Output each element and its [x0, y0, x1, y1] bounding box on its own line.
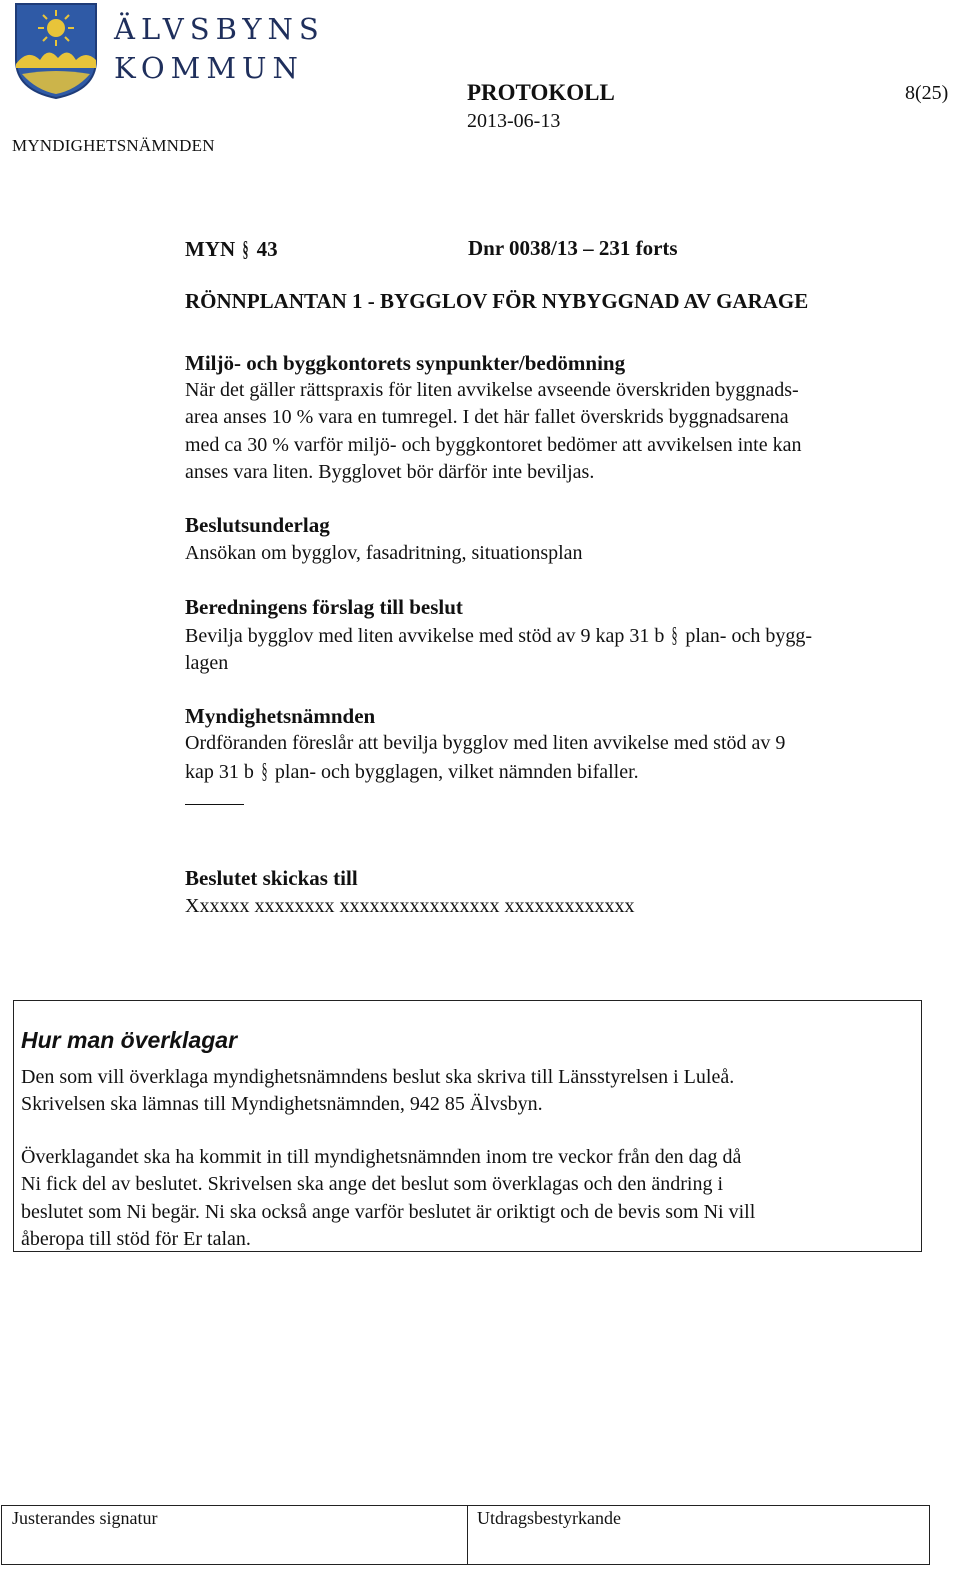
municipality-name	[114, 10, 325, 88]
text-line: Ordföranden föreslår att bevilja bygglov med liten avvikelse med stöd av 9	[185, 732, 786, 754]
text-line: Ni fick del av beslutet. Skrivelsen ska ange det beslut som överklagas och den ändring i	[21, 1173, 724, 1196]
case-number-value: 43	[256, 237, 278, 261]
proposal-heading: Beredningens förslag till beslut	[185, 595, 463, 619]
recipients-heading: Beslutet skickas till	[185, 866, 358, 890]
extract-certification-field: Utdragsbestyrkande	[477, 1508, 621, 1528]
assessment-heading: Miljö- och byggkontorets synpunkter/bedömning	[185, 351, 626, 375]
appeal-heading: Hur man överklagar	[21, 1027, 238, 1053]
logo-line-1: ÄLVSBYNS	[114, 12, 325, 46]
recipients-text: Xxxxxx xxxxxxxx xxxxxxxxxxxxxxxx xxxxxxxxxxxxx	[185, 895, 635, 917]
text-segment: kap 31 b	[185, 761, 254, 784]
text-segment: Bevilja bygglov med liten avvikelse med stöd av 9 kap 31 b	[185, 625, 665, 647]
text-segment: plan- och bygglagen, vilket nämnden bifaller.	[274, 761, 639, 784]
case-paragraph-number	[185, 236, 278, 262]
text-line: Den som vill överklaga myndighetsnämndens beslut ska skriva till Länsstyrelsen i Luleå.	[21, 1066, 735, 1088]
decision-basis-text: Ansökan om bygglov, fasadritning, situationsplan	[185, 542, 583, 564]
document-type: PROTOKOLL	[467, 80, 615, 105]
text-line: När det gäller rättspraxis för liten avvikelse avseende överskriden byggnads-	[185, 379, 799, 401]
adjuster-signature-field: Justerandes signatur	[12, 1508, 158, 1528]
text-line: Överklagandet ska ha kommit in till myndighetsnämnden inom tre veckor från den dag då	[21, 1146, 742, 1168]
section-divider	[185, 804, 244, 805]
assessment-text	[185, 377, 915, 486]
section-sign-icon: §	[671, 622, 678, 647]
diary-number: Dnr 0038/13 – 231 forts	[468, 236, 678, 260]
signature-table-divider	[467, 1505, 468, 1565]
appeal-paragraph-2	[21, 1144, 911, 1253]
text-line: Skrivelsen ska lämnas till Myndighetsnämnden, 942 85 Älvsbyn.	[21, 1093, 543, 1116]
section-sign-icon: §	[261, 758, 268, 784]
text-line: beslutet som Ni begär. Ni ska också ange varför beslutet är oriktigt och de bevis som Ni vill	[21, 1200, 756, 1223]
decision-basis-heading: Beslutsunderlag	[185, 513, 330, 537]
municipality-coat-of-arms	[14, 2, 98, 100]
text-line: area anses 10 % vara en tumregel. I det här fallet överskrids byggnadsarena	[185, 406, 789, 429]
text-line: åberopa till stöd för Er talan.	[21, 1227, 251, 1250]
text-line	[185, 621, 915, 650]
text-line: med ca 30 % varför miljö- och byggkontoret bedömer att avvikelsen inte kan	[185, 433, 802, 456]
case-prefix: MYN	[185, 237, 236, 261]
department-name: MYNDIGHETSNÄMNDEN	[12, 136, 215, 155]
page-number: 8(25)	[905, 82, 949, 104]
text-line: lagen	[185, 652, 229, 675]
appeal-paragraph-1	[21, 1064, 911, 1119]
section-sign-icon: §	[242, 236, 249, 261]
board-heading: Myndighetsnämnden	[185, 704, 376, 728]
case-title: RÖNNPLANTAN 1 - BYGGLOV FÖR NYBYGGNAD AV GARAGE	[185, 289, 809, 313]
text-segment: plan- och bygg-	[685, 625, 812, 647]
logo-line-2: KOMMUN	[114, 51, 304, 85]
proposal-text	[185, 621, 915, 678]
text-line	[185, 757, 915, 786]
board-decision-text	[185, 730, 915, 787]
meeting-date: 2013-06-13	[467, 110, 561, 132]
text-line: anses vara liten. Bygglovet bör därför inte beviljas.	[185, 460, 595, 483]
